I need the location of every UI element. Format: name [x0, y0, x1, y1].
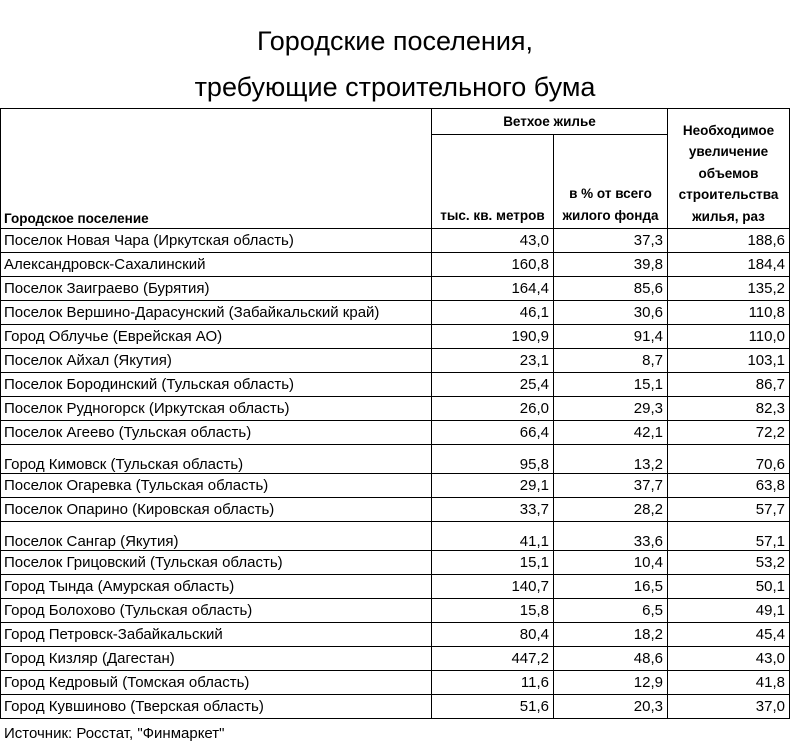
percent-cell: 10,4 — [554, 551, 668, 575]
percent-cell: 15,1 — [554, 373, 668, 397]
table-row — [1, 647, 790, 671]
thousand-sqm-cell: 447,2 — [432, 647, 554, 671]
required-increase-cell: 103,1 — [668, 349, 790, 373]
table-row — [1, 253, 790, 277]
table-row — [1, 522, 790, 551]
settlement-name-cell: Город Тында (Амурская область) — [1, 575, 432, 599]
table-row — [1, 277, 790, 301]
required-increase-cell: 184,4 — [668, 253, 790, 277]
required-increase-cell: 57,7 — [668, 498, 790, 522]
settlement-name-cell: Город Кувшиново (Тверская область) — [1, 695, 432, 719]
table-row — [1, 349, 790, 373]
percent-cell: 28,2 — [554, 498, 668, 522]
thousand-sqm-cell: 80,4 — [432, 623, 554, 647]
table-row — [1, 373, 790, 397]
header-required-increase: Необходимое увеличение объемов строительства жилья, раз — [668, 109, 790, 229]
page-title — [0, 0, 790, 108]
thousand-sqm-cell: 160,8 — [432, 253, 554, 277]
settlement-name-cell: Поселок Новая Чара (Иркутская область) — [1, 229, 432, 253]
required-increase-cell: 49,1 — [668, 599, 790, 623]
required-increase-cell: 110,0 — [668, 325, 790, 349]
thousand-sqm-cell: 190,9 — [432, 325, 554, 349]
settlement-name-cell: Александровск-Сахалинский — [1, 253, 432, 277]
percent-cell: 12,9 — [554, 671, 668, 695]
thousand-sqm-cell: 140,7 — [432, 575, 554, 599]
required-increase-cell: 110,8 — [668, 301, 790, 325]
percent-cell: 20,3 — [554, 695, 668, 719]
percent-cell: 39,8 — [554, 253, 668, 277]
thousand-sqm-cell: 15,1 — [432, 551, 554, 575]
settlement-name-cell: Город Петровск-Забайкальский — [1, 623, 432, 647]
percent-cell: 13,2 — [554, 445, 668, 474]
table-row — [1, 397, 790, 421]
thousand-sqm-cell: 46,1 — [432, 301, 554, 325]
required-increase-cell: 135,2 — [668, 277, 790, 301]
percent-cell: 37,7 — [554, 474, 668, 498]
required-increase-cell: 50,1 — [668, 575, 790, 599]
thousand-sqm-cell: 33,7 — [432, 498, 554, 522]
settlement-name-cell: Город Облучье (Еврейская АО) — [1, 325, 432, 349]
required-increase-cell: 53,2 — [668, 551, 790, 575]
required-increase-cell: 41,8 — [668, 671, 790, 695]
thousand-sqm-cell: 95,8 — [432, 445, 554, 474]
settlement-name-cell: Поселок Заиграево (Бурятия) — [1, 277, 432, 301]
thousand-sqm-cell: 51,6 — [432, 695, 554, 719]
settlement-name-cell: Поселок Сангар (Якутия) — [1, 522, 432, 551]
settlement-name-cell: Поселок Огаревка (Тульская область) — [1, 474, 432, 498]
thousand-sqm-cell: 43,0 — [432, 229, 554, 253]
settlement-name-cell: Поселок Грицовский (Тульская область) — [1, 551, 432, 575]
thousand-sqm-cell: 26,0 — [432, 397, 554, 421]
settlement-name-cell: Поселок Рудногорск (Иркутская область) — [1, 397, 432, 421]
required-increase-cell: 188,6 — [668, 229, 790, 253]
required-increase-cell: 37,0 — [668, 695, 790, 719]
required-increase-cell: 57,1 — [668, 522, 790, 551]
settlement-name-cell: Поселок Опарино (Кировская область) — [1, 498, 432, 522]
table-row — [1, 551, 790, 575]
title-line-2: требующие строительного бума — [194, 72, 596, 102]
header-percent-of-stock: в % от всего жилого фонда — [554, 135, 668, 229]
thousand-sqm-cell: 66,4 — [432, 421, 554, 445]
settlement-name-cell: Поселок Агеево (Тульская область) — [1, 421, 432, 445]
thousand-sqm-cell: 15,8 — [432, 599, 554, 623]
table-row — [1, 421, 790, 445]
thousand-sqm-cell: 23,1 — [432, 349, 554, 373]
required-increase-cell: 86,7 — [668, 373, 790, 397]
percent-cell: 30,6 — [554, 301, 668, 325]
table-row — [1, 229, 790, 253]
percent-cell: 85,6 — [554, 277, 668, 301]
table-row — [1, 599, 790, 623]
table-row — [1, 301, 790, 325]
thousand-sqm-cell: 11,6 — [432, 671, 554, 695]
percent-cell: 29,3 — [554, 397, 668, 421]
required-increase-cell: 82,3 — [668, 397, 790, 421]
table-row — [1, 498, 790, 522]
table-row — [1, 671, 790, 695]
table-row — [1, 695, 790, 719]
required-increase-cell: 43,0 — [668, 647, 790, 671]
header-thousand-sqm: тыс. кв. метров — [432, 135, 554, 229]
table-row — [1, 474, 790, 498]
percent-cell: 42,1 — [554, 421, 668, 445]
percent-cell: 91,4 — [554, 325, 668, 349]
table-row — [1, 623, 790, 647]
required-increase-cell: 72,2 — [668, 421, 790, 445]
percent-cell: 6,5 — [554, 599, 668, 623]
percent-cell: 48,6 — [554, 647, 668, 671]
settlement-name-cell: Поселок Бородинский (Тульская область) — [1, 373, 432, 397]
settlement-name-cell: Город Кимовск (Тульская область) — [1, 445, 432, 474]
required-increase-cell: 70,6 — [668, 445, 790, 474]
percent-cell: 16,5 — [554, 575, 668, 599]
settlement-name-cell: Поселок Айхал (Якутия) — [1, 349, 432, 373]
required-increase-cell: 63,8 — [668, 474, 790, 498]
thousand-sqm-cell: 41,1 — [432, 522, 554, 551]
title-line-1: Городские поселения, — [256, 26, 534, 56]
source-note: Источник: Росстат, "Финмаркет" — [4, 725, 225, 742]
header-settlement: Городское поселение — [1, 109, 432, 229]
header-old-housing: Ветхое жилье — [432, 109, 668, 135]
thousand-sqm-cell: 25,4 — [432, 373, 554, 397]
settlement-name-cell: Город Болохово (Тульская область) — [1, 599, 432, 623]
thousand-sqm-cell: 29,1 — [432, 474, 554, 498]
required-increase-cell: 45,4 — [668, 623, 790, 647]
table-row — [1, 575, 790, 599]
percent-cell: 8,7 — [554, 349, 668, 373]
table-row — [1, 445, 790, 474]
percent-cell: 37,3 — [554, 229, 668, 253]
settlement-name-cell: Город Кизляр (Дагестан) — [1, 647, 432, 671]
table-row — [1, 325, 790, 349]
percent-cell: 18,2 — [554, 623, 668, 647]
thousand-sqm-cell: 164,4 — [432, 277, 554, 301]
settlements-table — [0, 108, 790, 719]
percent-cell: 33,6 — [554, 522, 668, 551]
settlement-name-cell: Поселок Вершино-Дарасунский (Забайкальский край) — [1, 301, 432, 325]
settlement-name-cell: Город Кедровый (Томская область) — [1, 671, 432, 695]
